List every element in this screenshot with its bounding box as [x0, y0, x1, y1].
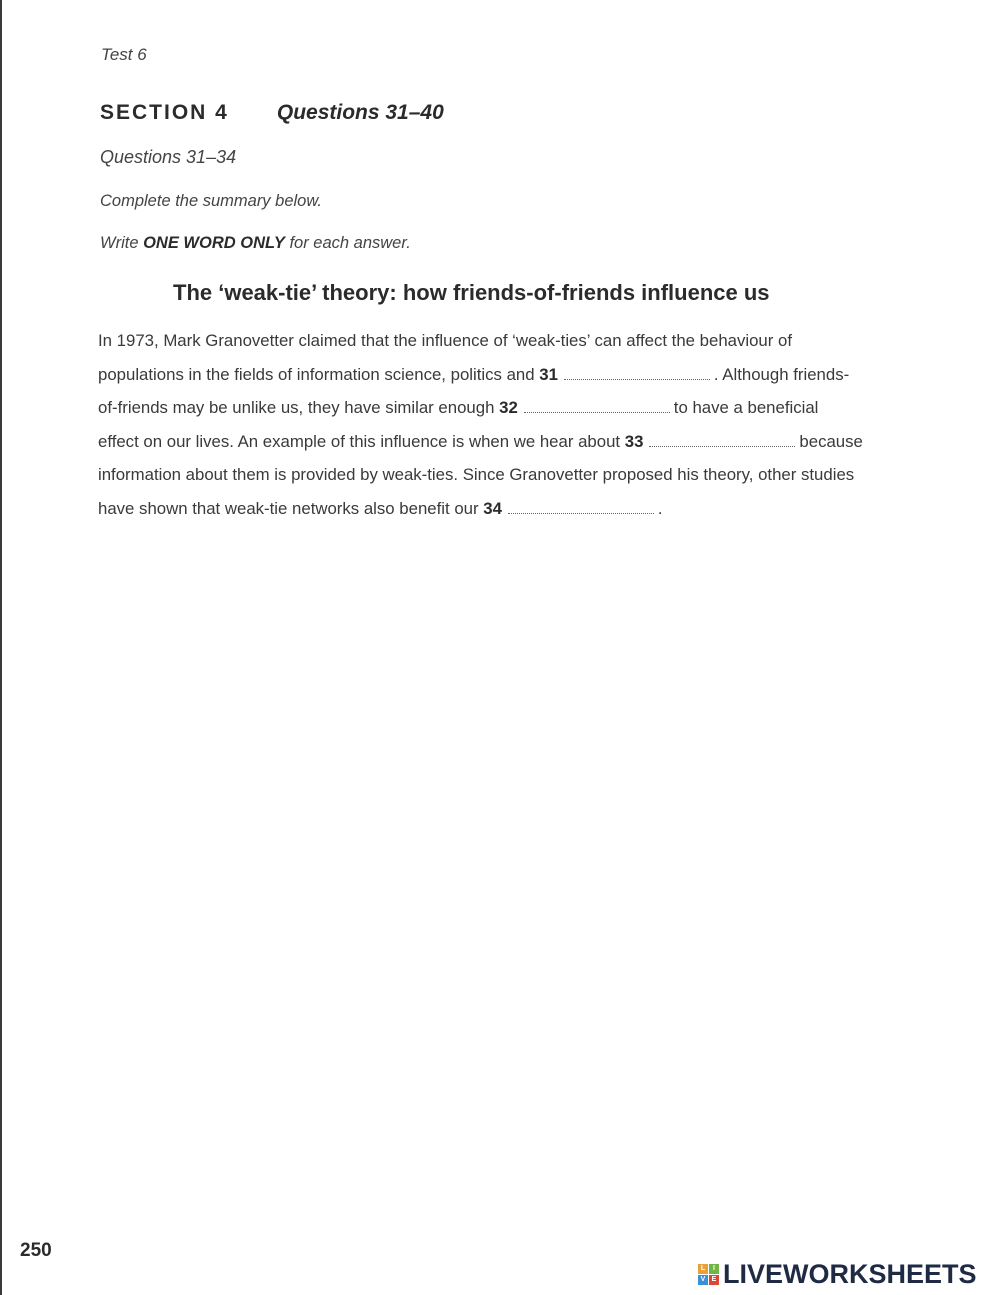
answer-gap-33[interactable]	[649, 432, 795, 447]
page-number: 250	[20, 1240, 52, 1261]
summary-line-4	[98, 429, 928, 463]
summary-paragraph	[98, 328, 928, 529]
liveworksheets-logo-icon	[698, 1264, 720, 1286]
summary-text: to have a beneficial	[673, 398, 819, 417]
answer-gap-31[interactable]	[564, 365, 710, 380]
summary-text: have shown that weak-tie networks also benefit our	[98, 498, 484, 518]
instruction-suffix: for each answer.	[284, 234, 411, 252]
question-number-33: 33	[624, 431, 644, 451]
answer-gap-34[interactable]	[508, 499, 654, 514]
summary-text: because	[799, 431, 863, 451]
summary-line-2	[98, 362, 928, 396]
summary-line-1	[98, 328, 928, 362]
logo-tile: E	[709, 1275, 719, 1285]
section-heading	[100, 101, 444, 125]
summary-text: populations in the fields of information science, politics and	[98, 364, 540, 384]
liveworksheets-watermark	[698, 1259, 977, 1290]
summary-line-6	[98, 496, 928, 530]
logo-tile: L	[698, 1264, 708, 1274]
logo-tile: V	[698, 1275, 708, 1285]
summary-text: information about them is provided by weak-ties. Since Granovetter proposed his theory, other studies	[98, 465, 855, 484]
subsection-heading: Questions 31–34	[100, 147, 237, 167]
logo-tile: I	[709, 1264, 719, 1274]
instruction-word-limit-emphasis: ONE WORD ONLY	[143, 234, 285, 252]
watermark-text: LIVEWORKSHEETS	[723, 1259, 977, 1289]
question-number-34: 34	[483, 498, 502, 518]
summary-line-3	[98, 395, 928, 429]
instruction-complete-summary: Complete the summary below.	[100, 192, 322, 210]
summary-line-5	[98, 462, 928, 496]
answer-gap-32[interactable]	[524, 398, 670, 413]
summary-text: of-friends may be unlike us, they have similar enough	[98, 398, 500, 417]
question-number-32: 32	[499, 398, 518, 417]
section-title: SECTION 4	[100, 101, 229, 124]
summary-text: .	[657, 498, 663, 518]
summary-text: . Although friends-	[713, 364, 850, 384]
test-label: Test 6	[101, 45, 147, 64]
page-edge	[0, 0, 2, 1295]
instruction-prefix: Write	[100, 234, 144, 252]
section-question-range: Questions 31–40	[276, 101, 444, 124]
instruction-word-limit	[100, 234, 411, 253]
summary-text: In 1973, Mark Granovetter claimed that the influence of ‘weak-ties’ can affect the behaviour of	[98, 331, 793, 350]
summary-text: effect on our lives. An example of this influence is when we hear about	[98, 431, 625, 451]
summary-title: The ‘weak-tie’ theory: how friends-of-friends influence us	[173, 280, 770, 305]
question-number-31: 31	[539, 364, 558, 384]
